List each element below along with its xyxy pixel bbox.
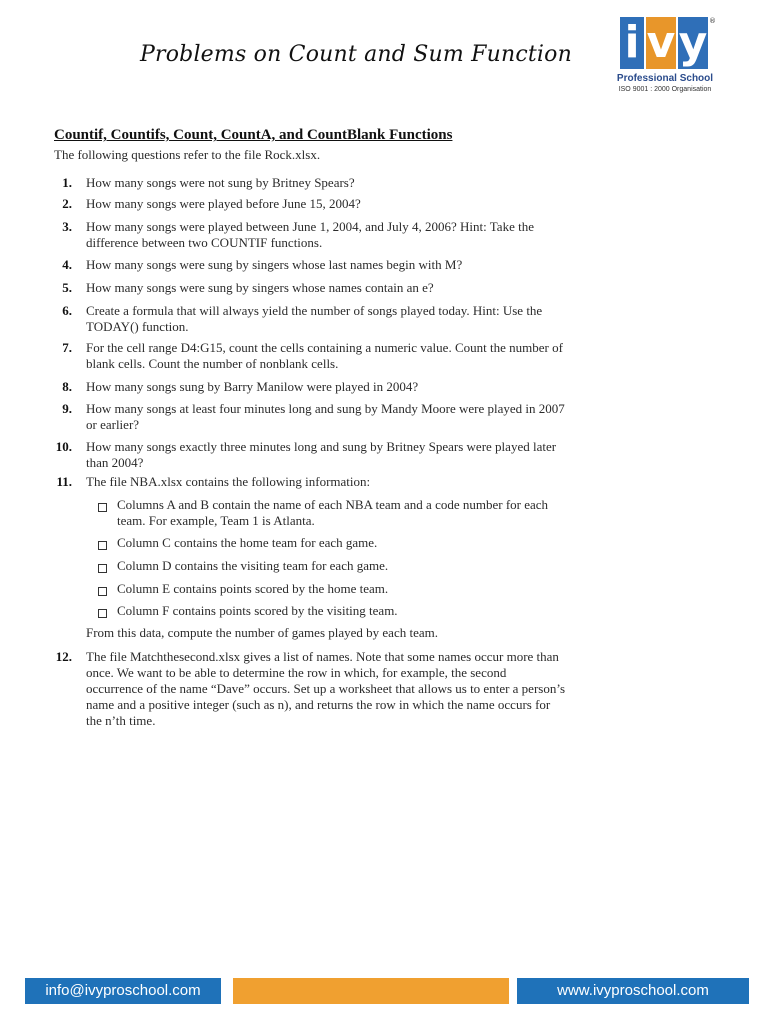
question-text: How many songs at least four minutes long and sung by Mandy Moore were played in 2007 or earlier? [86,401,565,432]
question-number: 9. [62,401,72,416]
logo-iso-text: ISO 9001 : 2000 Organisation [618,86,712,93]
section-intro: The following questions refer to the file Rock.xlsx. [54,147,321,162]
question-followup-text: From this data, compute the number of games played by each team. [86,625,438,640]
question-number: 5. [62,280,72,295]
question-text: How many songs were sung by singers whose last names begin with M? [86,257,463,272]
question-number: 6. [62,303,72,318]
question-number: 8. [62,379,72,394]
bullet-box-icon [98,587,107,596]
question-number: 3. [62,219,72,234]
question-text: How many songs exactly three minutes long and sung by Britney Spears were played later than 2004? [86,439,557,470]
footer-email-link[interactable]: info@ivyproschool.com [25,978,221,1004]
logo-letter-v: v [646,17,676,68]
logo-letter-y: y [678,17,708,68]
logo-letters [620,17,708,69]
question-text: The file NBA.xlsx contains the following information: [86,474,371,489]
question-number: 11. [56,474,72,489]
bullet-text: Column D contains the visiting team for each game. [117,558,389,573]
bullet-box-icon [98,541,107,550]
bullet-text: Columns A and B contain the name of each NBA team and a code number for each team. For example, Team 1 is Atlanta. [117,497,549,528]
question-number: 1. [62,175,72,190]
question-text: How many songs were not sung by Britney Spears? [86,175,355,190]
footer-accent-bar [233,978,509,1004]
bullet-box-icon [98,609,107,618]
footer [25,978,749,1004]
question-text: How many songs were played before June 15, 2004? [86,196,361,211]
question-text: The file Matchthesecond.xlsx gives a list of names. Note that some names occur more than once. We want to be able to determine the row in which, for example, the second occurrence of the name “Dave” occurs. Set up a worksheet that allows us to enter a person’s name and a positive integer (such as n), and returns the row in which the name occurs for the n’th time. [86,649,566,728]
bullet-text: Column F contains points scored by the visiting team. [117,603,398,618]
question-number: 4. [62,257,72,272]
question-text: Create a formula that will always yield the number of songs played today. Hint: Use the TODAY() function. [86,303,543,334]
question-number: 7. [62,340,72,355]
bullet-box-icon [98,564,107,573]
footer-website-link[interactable]: www.ivyproschool.com [517,978,749,1004]
section-heading: Countif, Countifs, Count, CountA, and CountBlank Functions [54,127,453,143]
bullet-text: Column E contains points scored by the home team. [117,581,389,596]
question-number: 2. [62,196,72,211]
bullet-box-icon [98,503,107,512]
question-text: For the cell range D4:G15, count the cells containing a numeric value. Count the number of blank cells. Count the number of nonblank cells. [86,340,563,371]
ivy-logo [614,17,716,97]
logo-school-name: Professional School [616,73,714,84]
registered-mark: ® [709,17,716,25]
question-number: 12. [55,649,72,664]
question-text: How many songs sung by Barry Manilow were played in 2004? [86,379,419,394]
question-text: How many songs were played between June 1, 2004, and July 4, 2006? Hint: Take the difference between two COUNTIF functions. [86,219,534,250]
question-text: How many songs were sung by singers whose names contain an e? [86,280,434,295]
question-number: 10. [55,439,72,454]
logo-letter-i: i [620,17,644,69]
page-title: Problems on Count and Sum Function [140,42,572,67]
bullet-text: Column C contains the home team for each game. [117,535,378,550]
